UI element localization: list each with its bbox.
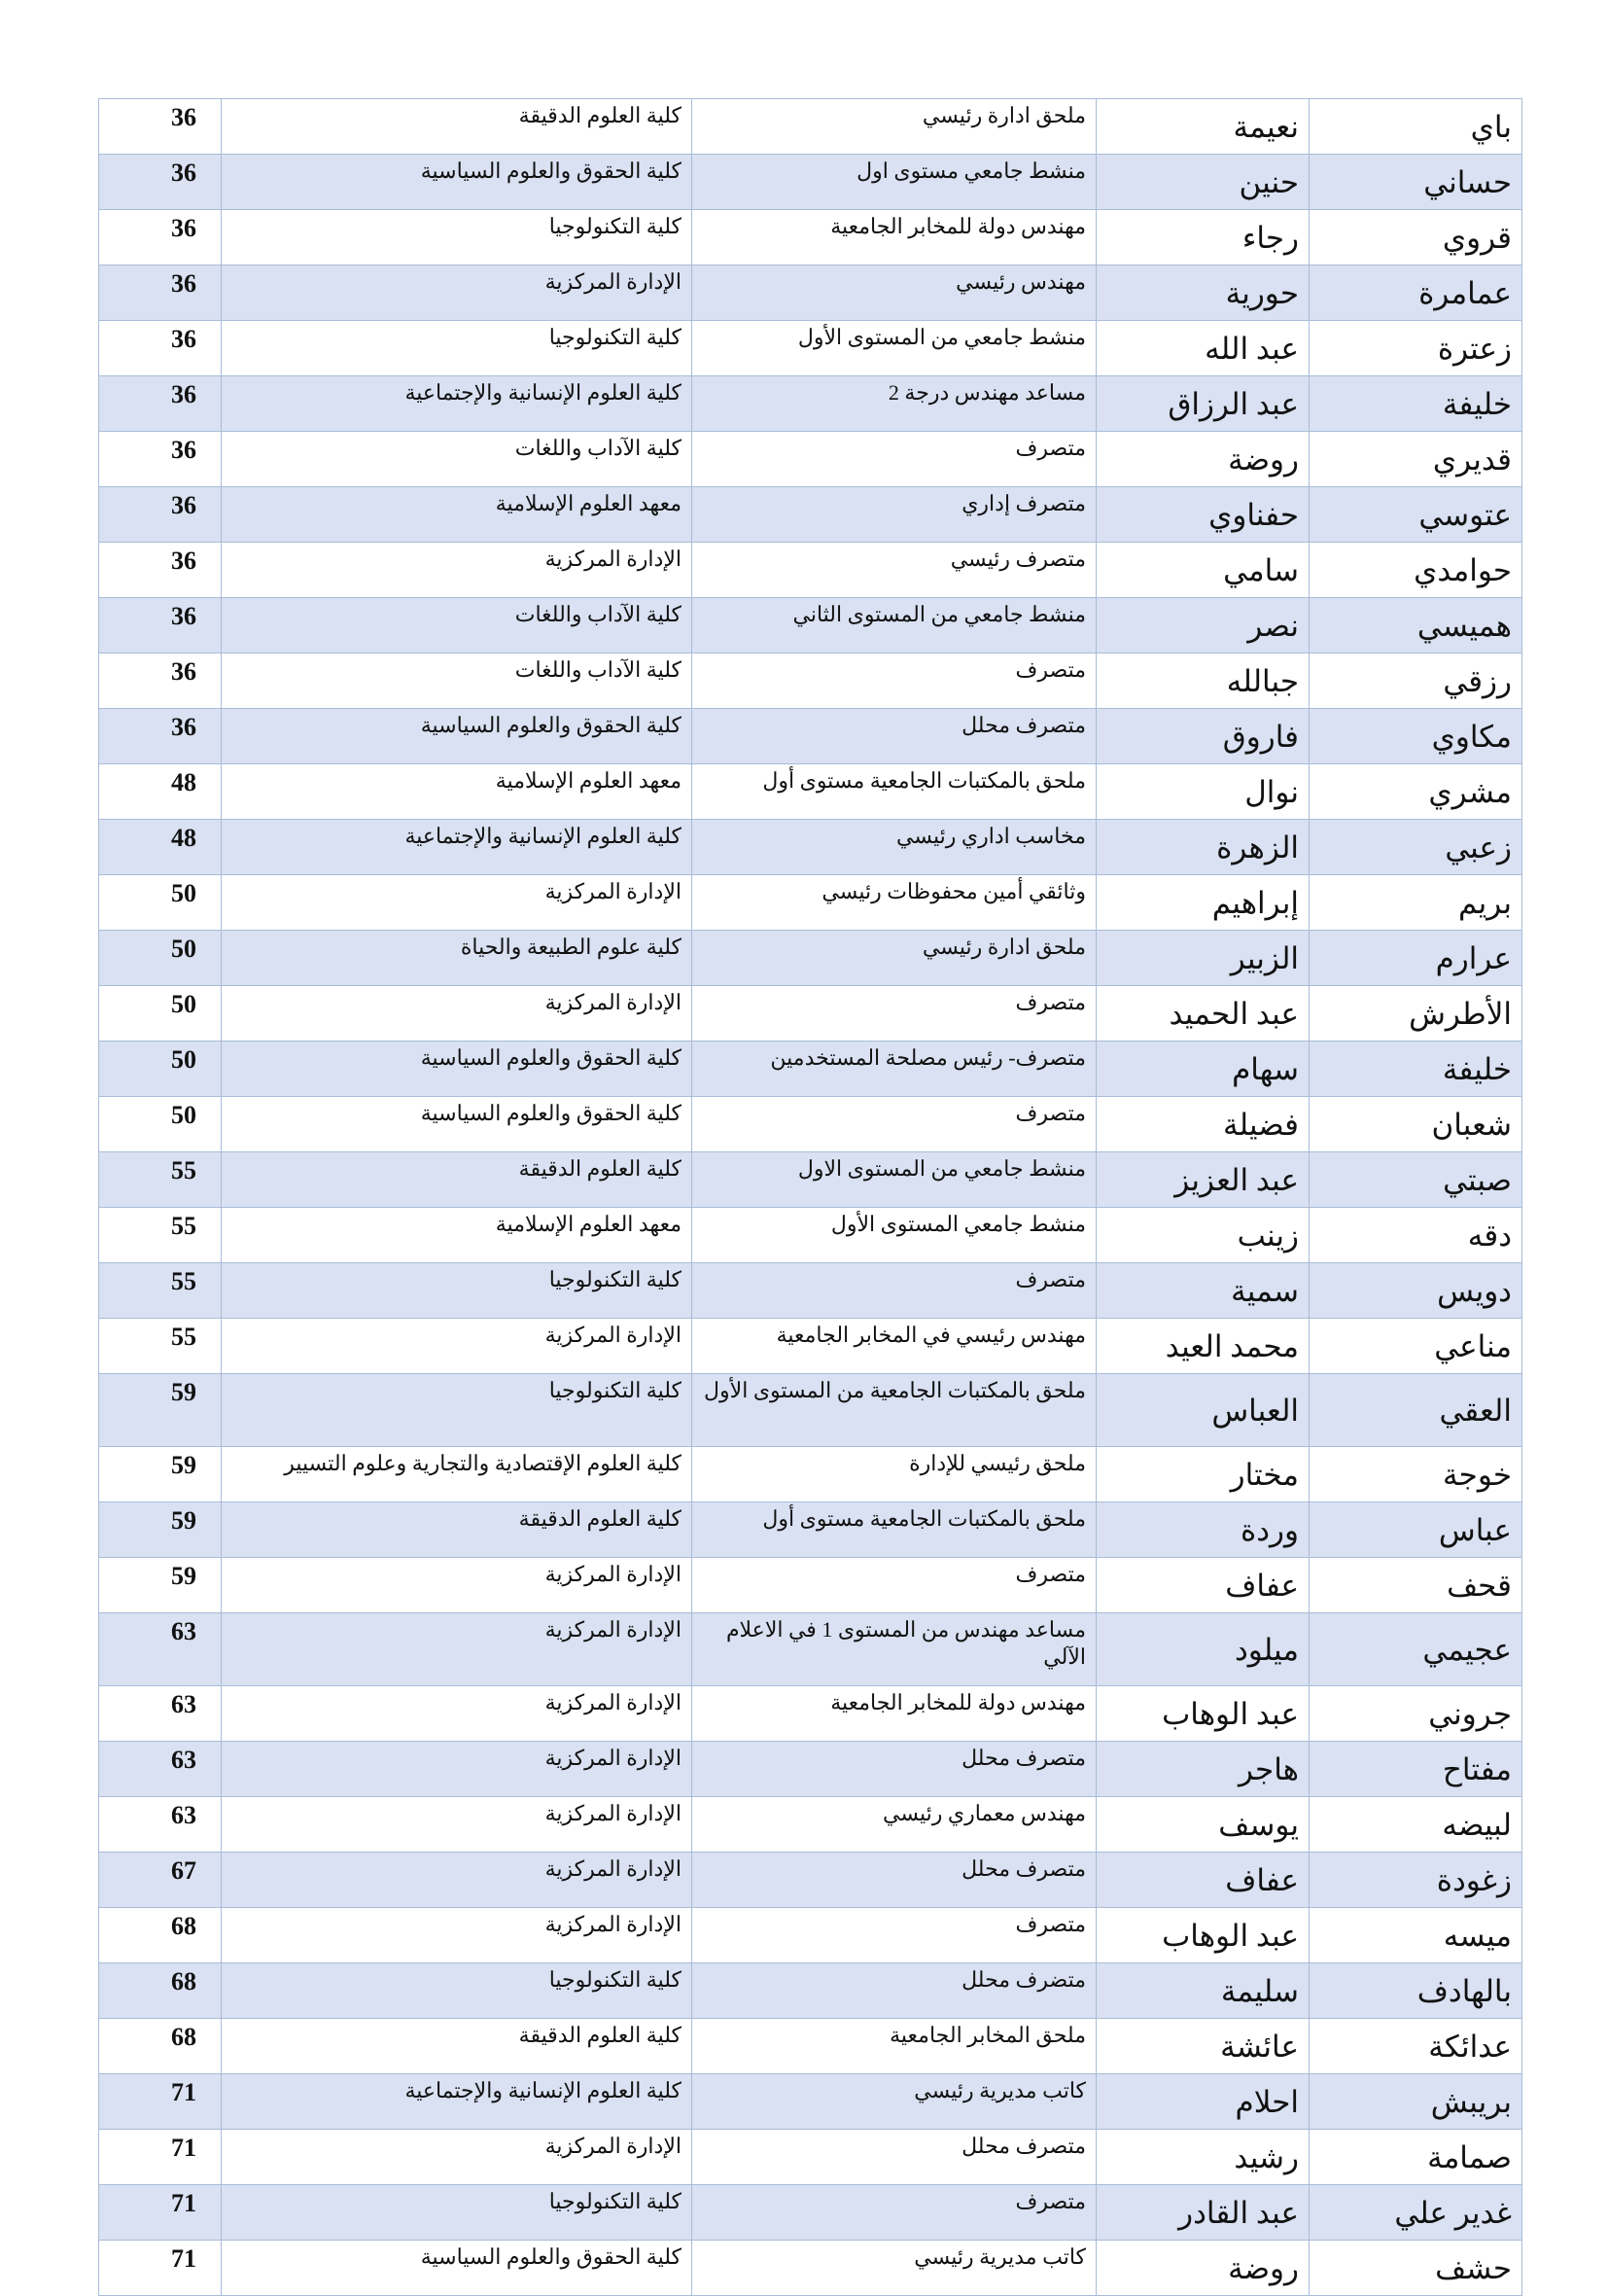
grade-cell: مهندس دولة للمخابر الجامعية bbox=[692, 1686, 1097, 1742]
score-cell: 36 bbox=[99, 376, 222, 432]
score-cell: 55 bbox=[99, 1263, 222, 1319]
score-cell: 36 bbox=[99, 432, 222, 487]
score-cell: 50 bbox=[99, 986, 222, 1042]
unit-cell: كلية العلوم الإنسانية والإجتماعية bbox=[222, 2074, 692, 2130]
unit-cell: كلية العلوم الإقتصادية والتجارية وعلوم التسيير bbox=[222, 1447, 692, 1502]
grade-cell: كاتب مديرية رئيسي bbox=[692, 2074, 1097, 2130]
first-name-cell: عبد الحميد bbox=[1097, 986, 1310, 1042]
first-name-cell: عبد الرزاق bbox=[1097, 376, 1310, 432]
surname-cell: رزقي bbox=[1310, 653, 1522, 709]
first-name-cell: مختار bbox=[1097, 1447, 1310, 1502]
table-row bbox=[99, 820, 1522, 875]
grade-cell: متصرف bbox=[692, 986, 1097, 1042]
grade-cell: ملحق ادارة رئيسي bbox=[692, 99, 1097, 155]
unit-cell: كلية الحقوق والعلوم السياسية bbox=[222, 2241, 692, 2296]
surname-cell: قحف bbox=[1310, 1558, 1522, 1613]
unit-cell: الإدارة المركزية bbox=[222, 1908, 692, 1963]
first-name-cell: فاروق bbox=[1097, 709, 1310, 764]
score-cell: 63 bbox=[99, 1797, 222, 1853]
score-cell: 48 bbox=[99, 820, 222, 875]
table-row bbox=[99, 1613, 1522, 1686]
table-row bbox=[99, 1908, 1522, 1963]
surname-cell: قروي bbox=[1310, 210, 1522, 265]
unit-cell: كلية التكنولوجيا bbox=[222, 210, 692, 265]
score-cell: 36 bbox=[99, 653, 222, 709]
first-name-cell: عفاف bbox=[1097, 1853, 1310, 1908]
unit-cell: كلية العلوم الدقيقة bbox=[222, 99, 692, 155]
first-name-cell: احلام bbox=[1097, 2074, 1310, 2130]
unit-cell: الإدارة المركزية bbox=[222, 1742, 692, 1797]
score-cell: 63 bbox=[99, 1613, 222, 1686]
table-row bbox=[99, 99, 1522, 155]
first-name-cell: يوسف bbox=[1097, 1797, 1310, 1853]
table-row bbox=[99, 1447, 1522, 1502]
first-name-cell: رجاء bbox=[1097, 210, 1310, 265]
grade-cell: متصرف محلل bbox=[692, 709, 1097, 764]
unit-cell: كلية الحقوق والعلوم السياسية bbox=[222, 1097, 692, 1152]
unit-cell: كلية التكنولوجيا bbox=[222, 1963, 692, 2019]
surname-cell: حشف bbox=[1310, 2241, 1522, 2296]
first-name-cell: ميلود bbox=[1097, 1613, 1310, 1686]
table-row bbox=[99, 1686, 1522, 1742]
score-cell: 36 bbox=[99, 709, 222, 764]
first-name-cell: الزبير bbox=[1097, 931, 1310, 986]
score-cell: 36 bbox=[99, 598, 222, 653]
first-name-cell: زينب bbox=[1097, 1208, 1310, 1263]
surname-cell: دويس bbox=[1310, 1263, 1522, 1319]
grade-cell: متصرف bbox=[692, 1908, 1097, 1963]
surname-cell: مشري bbox=[1310, 764, 1522, 820]
grade-cell: مساعد مهندس درجة 2 bbox=[692, 376, 1097, 432]
surname-cell: غدير علي bbox=[1310, 2185, 1522, 2241]
score-cell: 36 bbox=[99, 487, 222, 543]
unit-cell: الإدارة المركزية bbox=[222, 986, 692, 1042]
score-cell: 55 bbox=[99, 1319, 222, 1374]
first-name-cell: حنين bbox=[1097, 155, 1310, 210]
unit-cell: كلية الحقوق والعلوم السياسية bbox=[222, 1042, 692, 1097]
table-row bbox=[99, 875, 1522, 931]
score-cell: 55 bbox=[99, 1152, 222, 1208]
surname-cell: مكاوي bbox=[1310, 709, 1522, 764]
unit-cell: كلية العلوم الدقيقة bbox=[222, 1152, 692, 1208]
table-row bbox=[99, 1152, 1522, 1208]
table-row bbox=[99, 1742, 1522, 1797]
grade-cell: متصرف محلل bbox=[692, 1742, 1097, 1797]
first-name-cell: عائشة bbox=[1097, 2019, 1310, 2074]
score-cell: 71 bbox=[99, 2241, 222, 2296]
surname-cell: حوامدي bbox=[1310, 543, 1522, 598]
grade-cell: ملحق ادارة رئيسي bbox=[692, 931, 1097, 986]
first-name-cell: عبد العزيز bbox=[1097, 1152, 1310, 1208]
table-row bbox=[99, 1558, 1522, 1613]
score-cell: 36 bbox=[99, 321, 222, 376]
table-row bbox=[99, 265, 1522, 321]
surname-cell: عباس bbox=[1310, 1502, 1522, 1558]
table-row bbox=[99, 1374, 1522, 1447]
unit-cell: كلية الآداب واللغات bbox=[222, 653, 692, 709]
score-cell: 71 bbox=[99, 2185, 222, 2241]
surname-cell: زغودة bbox=[1310, 1853, 1522, 1908]
first-name-cell: هاجر bbox=[1097, 1742, 1310, 1797]
surname-cell: دقه bbox=[1310, 1208, 1522, 1263]
unit-cell: كلية الحقوق والعلوم السياسية bbox=[222, 709, 692, 764]
table-row bbox=[99, 155, 1522, 210]
score-cell: 59 bbox=[99, 1558, 222, 1613]
unit-cell: كلية الآداب واللغات bbox=[222, 598, 692, 653]
table-row bbox=[99, 598, 1522, 653]
grade-cell: كاتب مديرية رئيسي bbox=[692, 2241, 1097, 2296]
table-row bbox=[99, 1853, 1522, 1908]
surname-cell: قديري bbox=[1310, 432, 1522, 487]
unit-cell: الإدارة المركزية bbox=[222, 265, 692, 321]
surname-cell: عدائكة bbox=[1310, 2019, 1522, 2074]
unit-cell: كلية التكنولوجيا bbox=[222, 321, 692, 376]
table-row bbox=[99, 210, 1522, 265]
first-name-cell: رشيد bbox=[1097, 2130, 1310, 2185]
first-name-cell: نعيمة bbox=[1097, 99, 1310, 155]
grade-cell: متصرف رئيسي bbox=[692, 543, 1097, 598]
surname-cell: زعترة bbox=[1310, 321, 1522, 376]
grade-cell: ملحق بالمكتبات الجامعية من المستوى الأول bbox=[692, 1374, 1097, 1447]
surname-cell: صمامة bbox=[1310, 2130, 1522, 2185]
grade-cell: منشط جامعي مستوى اول bbox=[692, 155, 1097, 210]
unit-cell: الإدارة المركزية bbox=[222, 2130, 692, 2185]
score-cell: 36 bbox=[99, 543, 222, 598]
grade-cell: متصرف- رئيس مصلحة المستخدمين bbox=[692, 1042, 1097, 1097]
unit-cell: كلية الآداب واللغات bbox=[222, 432, 692, 487]
surname-cell: عمامرة bbox=[1310, 265, 1522, 321]
score-cell: 59 bbox=[99, 1447, 222, 1502]
unit-cell: كلية العلوم الدقيقة bbox=[222, 2019, 692, 2074]
surname-cell: خوجة bbox=[1310, 1447, 1522, 1502]
surname-cell: عتوسي bbox=[1310, 487, 1522, 543]
grade-cell: متصرف bbox=[692, 1558, 1097, 1613]
table-row bbox=[99, 1502, 1522, 1558]
grade-cell: ملحق بالمكتبات الجامعية مستوى أول bbox=[692, 1502, 1097, 1558]
surname-cell: خليفة bbox=[1310, 1042, 1522, 1097]
first-name-cell: سمية bbox=[1097, 1263, 1310, 1319]
surname-cell: عجيمي bbox=[1310, 1613, 1522, 1686]
table-row bbox=[99, 1963, 1522, 2019]
score-cell: 71 bbox=[99, 2074, 222, 2130]
table-row bbox=[99, 432, 1522, 487]
score-cell: 63 bbox=[99, 1686, 222, 1742]
grade-cell: ملحق رئيسي للإدارة bbox=[692, 1447, 1097, 1502]
table-row bbox=[99, 986, 1522, 1042]
first-name-cell: العباس bbox=[1097, 1374, 1310, 1447]
surname-cell: شعبان bbox=[1310, 1097, 1522, 1152]
grade-cell: متصرف إداري bbox=[692, 487, 1097, 543]
table-row bbox=[99, 1797, 1522, 1853]
first-name-cell: سهام bbox=[1097, 1042, 1310, 1097]
unit-cell: كلية التكنولوجيا bbox=[222, 1263, 692, 1319]
unit-cell: الإدارة المركزية bbox=[222, 1797, 692, 1853]
table-row bbox=[99, 321, 1522, 376]
first-name-cell: عبد القادر bbox=[1097, 2185, 1310, 2241]
grade-cell: متصرف bbox=[692, 1097, 1097, 1152]
surname-cell: الأطرش bbox=[1310, 986, 1522, 1042]
surname-cell: حساني bbox=[1310, 155, 1522, 210]
score-cell: 55 bbox=[99, 1208, 222, 1263]
score-cell: 71 bbox=[99, 2130, 222, 2185]
grade-cell: ملحق المخابر الجامعية bbox=[692, 2019, 1097, 2074]
grade-cell: منشط جامعي من المستوى الاول bbox=[692, 1152, 1097, 1208]
first-name-cell: فضيلة bbox=[1097, 1097, 1310, 1152]
table-row bbox=[99, 1097, 1522, 1152]
first-name-cell: عبد الوهاب bbox=[1097, 1686, 1310, 1742]
grade-cell: منشط جامعي من المستوى الأول bbox=[692, 321, 1097, 376]
surname-cell: ميسه bbox=[1310, 1908, 1522, 1963]
first-name-cell: روضة bbox=[1097, 432, 1310, 487]
unit-cell: كلية العلوم الإنسانية والإجتماعية bbox=[222, 376, 692, 432]
grade-cell: متصرف محلل bbox=[692, 1853, 1097, 1908]
score-cell: 67 bbox=[99, 1853, 222, 1908]
surname-cell: بريم bbox=[1310, 875, 1522, 931]
unit-cell: معهد العلوم الإسلامية bbox=[222, 487, 692, 543]
table-row bbox=[99, 2185, 1522, 2241]
table-row bbox=[99, 376, 1522, 432]
table-row bbox=[99, 1263, 1522, 1319]
table-row bbox=[99, 2241, 1522, 2296]
surname-cell: مفتاح bbox=[1310, 1742, 1522, 1797]
table-row bbox=[99, 2074, 1522, 2130]
score-cell: 50 bbox=[99, 1042, 222, 1097]
grade-cell: متصرف bbox=[692, 2185, 1097, 2241]
document-page bbox=[98, 98, 1521, 2296]
grade-cell: مهندس رئيسي bbox=[692, 265, 1097, 321]
surname-cell: مناعي bbox=[1310, 1319, 1522, 1374]
score-cell: 50 bbox=[99, 1097, 222, 1152]
surname-cell: زعبي bbox=[1310, 820, 1522, 875]
unit-cell: الإدارة المركزية bbox=[222, 1613, 692, 1686]
table-row bbox=[99, 709, 1522, 764]
first-name-cell: الزهرة bbox=[1097, 820, 1310, 875]
table-row bbox=[99, 2130, 1522, 2185]
first-name-cell: عبد الله bbox=[1097, 321, 1310, 376]
score-cell: 36 bbox=[99, 265, 222, 321]
grade-cell: متضرف محلل bbox=[692, 1963, 1097, 2019]
unit-cell: كلية الحقوق والعلوم السياسية bbox=[222, 155, 692, 210]
surname-cell: العقي bbox=[1310, 1374, 1522, 1447]
grade-cell: وثائقي أمين محفوظات رئيسي bbox=[692, 875, 1097, 931]
grade-cell: مساعد مهندس من المستوى 1 في الاعلام الآلي bbox=[692, 1613, 1097, 1686]
first-name-cell: نصر bbox=[1097, 598, 1310, 653]
grade-cell: مهندس رئيسي في المخابر الجامعية bbox=[692, 1319, 1097, 1374]
unit-cell: كلية العلوم الإنسانية والإجتماعية bbox=[222, 820, 692, 875]
grade-cell: متصرف bbox=[692, 1263, 1097, 1319]
results-table bbox=[98, 98, 1522, 2296]
surname-cell: هميسي bbox=[1310, 598, 1522, 653]
surname-cell: جروني bbox=[1310, 1686, 1522, 1742]
score-cell: 68 bbox=[99, 2019, 222, 2074]
grade-cell: متصرف محلل bbox=[692, 2130, 1097, 2185]
first-name-cell: روضة bbox=[1097, 2241, 1310, 2296]
score-cell: 50 bbox=[99, 875, 222, 931]
surname-cell: لبيضه bbox=[1310, 1797, 1522, 1853]
unit-cell: الإدارة المركزية bbox=[222, 1686, 692, 1742]
first-name-cell: جبالله bbox=[1097, 653, 1310, 709]
unit-cell: كلية علوم الطبيعة والحياة bbox=[222, 931, 692, 986]
table-row bbox=[99, 1319, 1522, 1374]
score-cell: 50 bbox=[99, 931, 222, 986]
unit-cell: كلية التكنولوجيا bbox=[222, 1374, 692, 1447]
score-cell: 36 bbox=[99, 155, 222, 210]
first-name-cell: وردة bbox=[1097, 1502, 1310, 1558]
surname-cell: خليفة bbox=[1310, 376, 1522, 432]
surname-cell: بريبش bbox=[1310, 2074, 1522, 2130]
surname-cell: صبتي bbox=[1310, 1152, 1522, 1208]
surname-cell: عرارم bbox=[1310, 931, 1522, 986]
grade-cell: منشط جامعي من المستوى الثاني bbox=[692, 598, 1097, 653]
grade-cell: ملحق بالمكتبات الجامعية مستوى أول bbox=[692, 764, 1097, 820]
grade-cell: متصرف bbox=[692, 432, 1097, 487]
first-name-cell: حورية bbox=[1097, 265, 1310, 321]
first-name-cell: عبد الوهاب bbox=[1097, 1908, 1310, 1963]
score-cell: 36 bbox=[99, 99, 222, 155]
score-cell: 68 bbox=[99, 1908, 222, 1963]
score-cell: 68 bbox=[99, 1963, 222, 2019]
results-table-body bbox=[99, 99, 1522, 2296]
unit-cell: الإدارة المركزية bbox=[222, 1558, 692, 1613]
table-row bbox=[99, 543, 1522, 598]
table-row bbox=[99, 1042, 1522, 1097]
table-row bbox=[99, 653, 1522, 709]
first-name-cell: إبراهيم bbox=[1097, 875, 1310, 931]
score-cell: 59 bbox=[99, 1502, 222, 1558]
table-row bbox=[99, 487, 1522, 543]
grade-cell: مخاسب اداري رئيسي bbox=[692, 820, 1097, 875]
grade-cell: متصرف bbox=[692, 653, 1097, 709]
surname-cell: بالهادف bbox=[1310, 1963, 1522, 2019]
unit-cell: الإدارة المركزية bbox=[222, 543, 692, 598]
surname-cell: باي bbox=[1310, 99, 1522, 155]
first-name-cell: نوال bbox=[1097, 764, 1310, 820]
unit-cell: معهد العلوم الإسلامية bbox=[222, 764, 692, 820]
grade-cell: مهندس معماري رئيسي bbox=[692, 1797, 1097, 1853]
first-name-cell: سليمة bbox=[1097, 1963, 1310, 2019]
score-cell: 63 bbox=[99, 1742, 222, 1797]
score-cell: 36 bbox=[99, 210, 222, 265]
first-name-cell: عفاف bbox=[1097, 1558, 1310, 1613]
unit-cell: الإدارة المركزية bbox=[222, 1319, 692, 1374]
grade-cell: مهندس دولة للمخابر الجامعية bbox=[692, 210, 1097, 265]
first-name-cell: حفناوي bbox=[1097, 487, 1310, 543]
unit-cell: الإدارة المركزية bbox=[222, 1853, 692, 1908]
unit-cell: كلية التكنولوجيا bbox=[222, 2185, 692, 2241]
table-row bbox=[99, 764, 1522, 820]
grade-cell: منشط جامعي المستوى الأول bbox=[692, 1208, 1097, 1263]
unit-cell: كلية العلوم الدقيقة bbox=[222, 1502, 692, 1558]
table-row bbox=[99, 931, 1522, 986]
first-name-cell: سامي bbox=[1097, 543, 1310, 598]
unit-cell: معهد العلوم الإسلامية bbox=[222, 1208, 692, 1263]
table-row bbox=[99, 2019, 1522, 2074]
table-row bbox=[99, 1208, 1522, 1263]
score-cell: 48 bbox=[99, 764, 222, 820]
unit-cell: الإدارة المركزية bbox=[222, 875, 692, 931]
score-cell: 59 bbox=[99, 1374, 222, 1447]
first-name-cell: محمد العيد bbox=[1097, 1319, 1310, 1374]
